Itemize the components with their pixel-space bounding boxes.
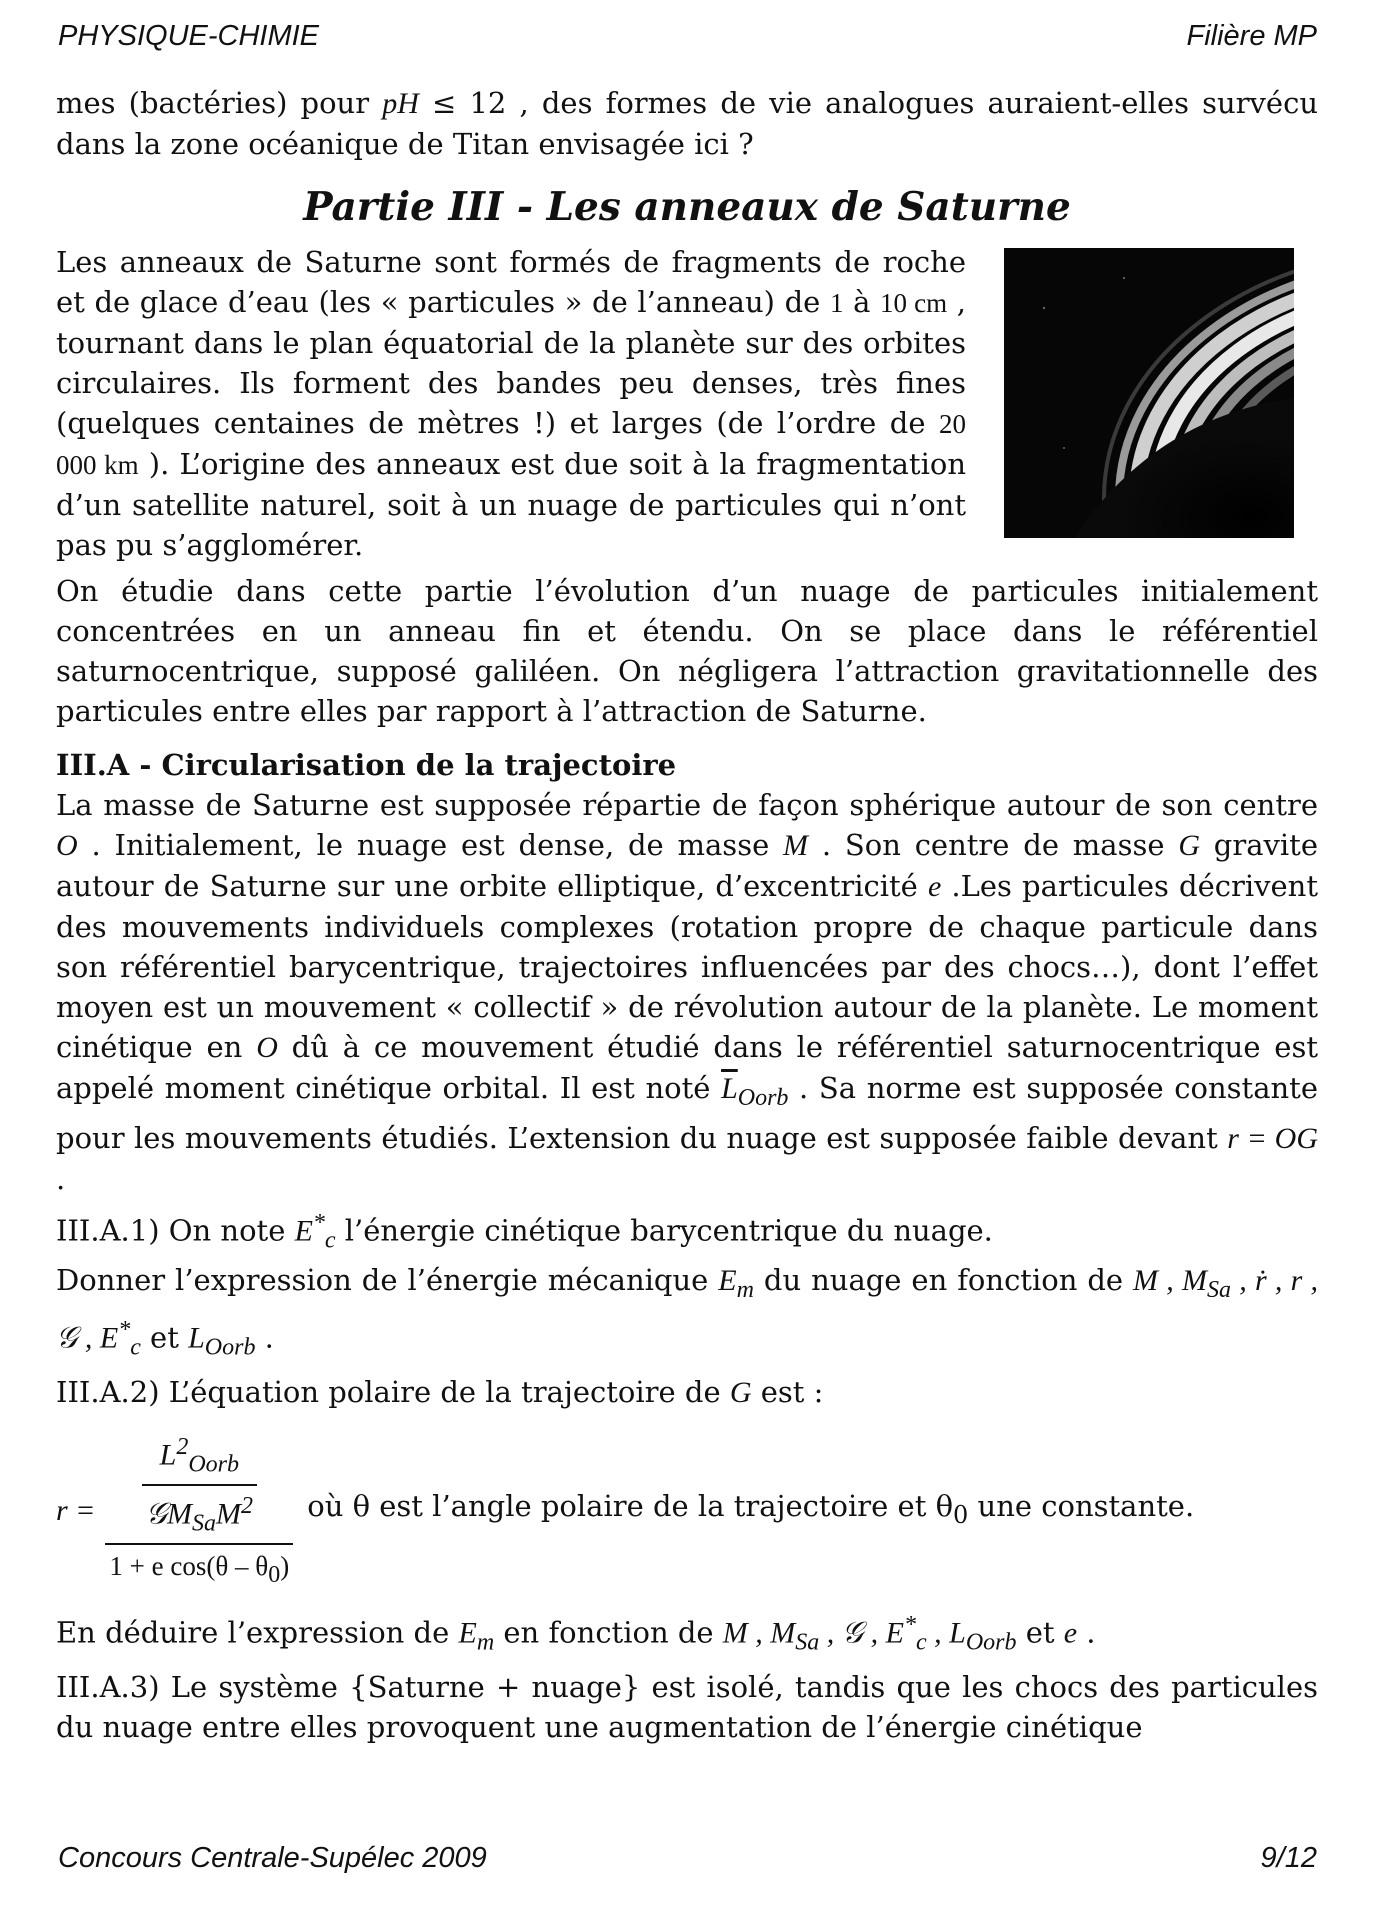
question-a2-line3 — [56, 1605, 1318, 1662]
math-sub: m — [736, 1277, 754, 1304]
math-sub: 0 — [953, 1501, 969, 1530]
math-sub: m — [476, 1629, 495, 1656]
text-run: est : — [751, 1374, 824, 1409]
math-sub: 0 — [268, 1562, 281, 1589]
math-M: M — [783, 829, 809, 862]
text-run: La masse de Saturne est supposée répartie de façon sphérique autour de son centre — [56, 788, 1318, 822]
math-denominator: 1 + e cos(θ – θ — [109, 1551, 269, 1582]
question-label: III.A.1) — [56, 1213, 160, 1248]
footer-contest: Concours Centrale-Supélec 2009 — [58, 1842, 487, 1874]
math-ph: pH — [382, 87, 419, 120]
math-sub: c — [915, 1629, 927, 1656]
math-sup: 2 — [176, 1433, 189, 1460]
intro-paragraph — [56, 242, 966, 565]
outer-numerator — [138, 1427, 261, 1544]
value-20000km: 20 000 km — [56, 409, 966, 480]
math-sup: * — [903, 1612, 916, 1639]
question-label: III.A.2) — [56, 1374, 160, 1409]
math-sub: c — [324, 1227, 336, 1254]
question-a1-line2 — [56, 1260, 1318, 1367]
text-run: . — [255, 1320, 274, 1355]
text-run: . Initialement, le nuage est dense, de masse — [77, 828, 784, 862]
text-run: mes (bactéries) pour — [56, 86, 383, 120]
text-run: dû à ce mouvement étudié dans le référentiel saturnocentrique est appelé moment cinétique orbital. Il est noté — [56, 1030, 1319, 1105]
section-title: III.A - Circularisation de la trajectoire — [56, 748, 677, 782]
math-G: G — [729, 1375, 752, 1409]
math-sub: Oorb — [737, 1084, 789, 1111]
math-sup: 2 — [241, 1492, 253, 1519]
text-run: l’énergie cinétique barycentrique du nuage. — [335, 1213, 993, 1248]
text-run: . Sa norme est supposée constante pour les mouvements étudiés. L’extension du nuage est supposée faible devant — [56, 1071, 1318, 1155]
math-L: L — [159, 1438, 177, 1472]
value-1cm: 1 — [829, 288, 844, 318]
saturn-rings-photo — [1004, 248, 1294, 538]
math-e: e — [927, 870, 942, 903]
text-run: , tournant dans le plan équatorial de la planète sur des orbites circulaires. Ils forment des bandes peu denses, très fines (quelques centaines de mètres !) et larges (de l’ordre de — [56, 285, 967, 440]
text-run: Les anneaux de Saturne sont formés de fragments de roche et de glace d’eau (les « particules » de l’anneau) de — [56, 245, 966, 319]
math-Em: E — [458, 1616, 477, 1650]
math-sub: Sa — [795, 1629, 820, 1656]
text-run: gravite autour de Saturne sur une orbite elliptique, d’excentricité — [56, 828, 1318, 903]
part-title: Partie III - Les anneaux de Saturne — [303, 184, 1071, 230]
continuation-paragraph — [56, 83, 1318, 164]
outer-fraction — [105, 1427, 293, 1596]
polar-eq-tail — [307, 1486, 1194, 1535]
math-L-vector: $\overline{L}$ — [721, 1072, 738, 1105]
math-sub: Oorb — [188, 1450, 239, 1477]
math-M: M — [216, 1497, 241, 1531]
polar-equation — [56, 1427, 1318, 1596]
outer-denominator — [105, 1545, 293, 1595]
text-run: et — [140, 1320, 189, 1355]
math-list: M , M — [722, 1616, 796, 1650]
value-10cm: 10 cm — [880, 288, 948, 318]
math-sub: Oorb — [965, 1629, 1017, 1656]
math-list: , 𝒢 , E — [819, 1616, 904, 1650]
question-a2-line1 — [56, 1372, 1318, 1413]
math-L: L — [188, 1321, 205, 1355]
math-sub: Sa — [192, 1510, 216, 1537]
text-run: où θ est l’angle polaire de la trajectoire et θ — [307, 1489, 954, 1524]
math-O: O — [56, 829, 78, 862]
text-run: Donner l’expression de l’énergie mécanique — [56, 1263, 719, 1298]
math-list: M , M — [1133, 1264, 1207, 1298]
math-paren: ) — [280, 1551, 290, 1582]
text-run: en fonction de — [494, 1615, 723, 1650]
text-run: En déduire l’expression de — [56, 1615, 459, 1650]
text-run: . — [56, 1161, 66, 1196]
math-G: G — [1178, 829, 1200, 862]
text-run: ≤ 12 , des formes de vie analogues auraient-elles survécu dans la zone océanique de Titan envisagée ici ? — [56, 86, 1319, 161]
math-Ec: E — [294, 1214, 313, 1248]
math-list: , L — [926, 1616, 966, 1650]
page-number: 9/12 — [1260, 1842, 1317, 1874]
header-subject: PHYSIQUE-CHIMIE — [58, 20, 320, 52]
question-a1-line1 — [56, 1203, 1318, 1260]
math-sup: * — [312, 1209, 325, 1236]
text-run: et — [1016, 1615, 1064, 1650]
math-list: , ṙ , r , 𝒢 , E — [56, 1264, 1318, 1355]
math-Em: E — [718, 1264, 737, 1298]
text-run: On note — [159, 1213, 295, 1248]
math-GM: 𝒢M — [145, 1497, 192, 1531]
study-paragraph: On étudie dans cette partie l’évolution d’un nuage de particules initialement concentrées en un anneau fin et étendu. On se place dans le référentiel saturnocentrique, supposé galiléen. On négligera l’attraction gravitationnelle des particules entre elles par rapport à l’attraction de Saturne. — [56, 574, 1318, 728]
text-run: Le système {Saturne + nuage} est isolé, tandis que les chocs des particules du nuage entre elles provoquent une augmentation de l’énergie cinétique — [56, 1669, 1318, 1744]
text-run: du nuage en fonction de — [753, 1263, 1134, 1298]
text-run: L’équation polaire de la trajectoire de — [159, 1374, 730, 1409]
math-sub: Oorb — [204, 1334, 256, 1361]
math-r-equals: r = — [56, 1493, 96, 1527]
math-r-OG: r = OG — [1227, 1121, 1318, 1155]
text-run: . — [1077, 1615, 1096, 1650]
math-O: O — [256, 1031, 278, 1064]
text-run: une constante. — [968, 1489, 1195, 1524]
intro-block — [56, 242, 1318, 565]
text-run: .Les particules décrivent des mouvements individuels complexes (rotation propre de chaque particule dans son référentiel barycentrique, trajectoires influencées par des chocs…), dont l’effet moyen est un mouvement « collectif » de révolution autour de la planète. Le moment cinétique en — [56, 869, 1318, 1064]
saturn-rings-image — [1004, 248, 1294, 538]
inner-numerator — [156, 1427, 243, 1484]
question-a3 — [56, 1667, 1318, 1747]
header-track: Filière MP — [1186, 20, 1317, 52]
text-run: ). L’origine des anneaux est due soit à la fragmentation d’un satellite naturel, soit à un nuage de particules qui n’ont pas pu s’agglomérer. — [56, 447, 966, 562]
math-sub: Sa — [1206, 1277, 1231, 1304]
question-label: III.A.3) — [56, 1669, 160, 1704]
text-run: à — [843, 285, 880, 319]
math-sup: * — [118, 1317, 131, 1344]
text-run: . Son centre de masse — [808, 828, 1179, 862]
section-a-paragraph — [56, 785, 1318, 1199]
page-content — [56, 83, 1318, 1747]
inner-fraction — [142, 1427, 257, 1544]
inner-denominator — [142, 1486, 257, 1543]
math-e: e — [1063, 1616, 1078, 1650]
math-sub: c — [130, 1334, 141, 1361]
